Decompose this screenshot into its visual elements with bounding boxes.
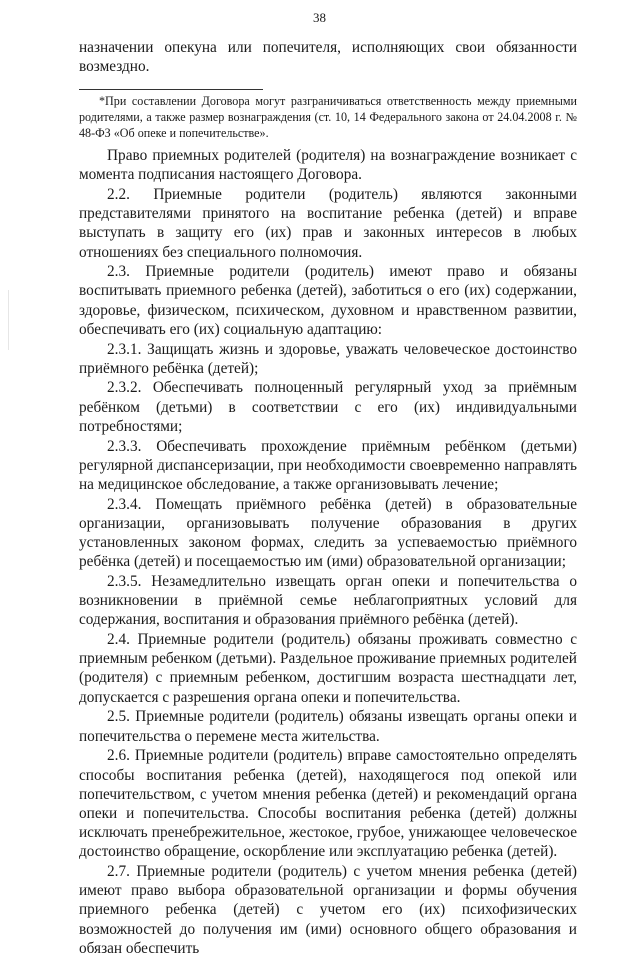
paragraph-remuneration: Право приемных родителей (родителя) на вознаграждение возникает с момента подписания настоящего Договора. — [79, 147, 577, 184]
paragraph-2-2: 2.2. Приемные родители (родитель) являются законными представителями принятого на воспитание ребенка (детей) и вправе выступать в защиту его (их) прав и законных интересов в любых отношениях без специального полномочия. — [79, 185, 577, 261]
body-text-block — [79, 146, 577, 959]
paragraph-2-3-5: 2.3.5. Незамедлительно извещать орган опеки и попечительства о возникновении в приёмной семье неблагоприятных условий для содержания, воспитания и образования приёмного ребёнка (детей). — [79, 572, 577, 629]
paragraph-2-6: 2.6. Приемные родители (родитель) вправе самостоятельно определять способы воспитания ребенка (детей), находящегося под опекой или попечительством, с учетом мнения ребенка (детей) и рекомендаций органа опеки и попечительства. Способы воспитания ребенка (детей) должны исключать пренебрежительное, жестокое, грубое, унижающее человеческое достоинство обращение, оскорбление или эксплуатацию ребенка (детей). — [79, 747, 577, 861]
footnote-divider — [79, 89, 263, 90]
page-number: 38 — [313, 10, 326, 25]
paragraph-2-3: 2.3. Приемные родители (родитель) имеют право и обязаны воспитывать приемного ребенка (детей), заботиться о его (их) содержании, здоровье, физическом, психическом, духовном и нравственном развитии, обеспечивать его (их) социальную адаптацию: — [79, 263, 577, 338]
paragraph-2-4: 2.4. Приемные родители (родитель) обязаны проживать совместно с приемным ребенком (детьми). Раздельное проживание приемных родителей (родителя) с приемным ребенком, достигшим возраста шестнадцати лет, допускается с разрешения органа опеки и попечительства. — [79, 631, 577, 706]
paragraph-2-3-1: 2.3.1. Защищать жизнь и здоровье, уважать человеческое достоинство приёмного ребёнка (детей); — [79, 340, 577, 377]
paragraph-2-3-2: 2.3.2. Обеспечивать полноценный регулярный уход за приёмным ребёнком (детьми) в соответствии с его (их) индивидуальными потребностями; — [79, 379, 577, 435]
paragraph-2-7: 2.7. Приемные родители (родитель) с учетом мнения ребенка (детей) имеют право выбора образовательной организации и формы обучения приемного ребенка (детей) с учетом его (их) психофизических возможностей до получения им (ими) основного общего образования и обязан обеспечить — [79, 863, 577, 957]
scan-artifact — [8, 290, 9, 350]
footnote: *При составлении Договора могут разграничиваться ответственность между приемными родителями, а также размер вознаграждения (ст. 10, 14 Федерального закона от 24.04.2008 г. № 48-ФЗ «Об опеке и попечительстве». — [79, 94, 577, 140]
paragraph-2-3-3: 2.3.3. Обеспечивать прохождение приёмным ребёнком (детьми) регулярной диспансеризации, при необходимости своевременно направлять на медицинское обследование, а также организовывать лечение; — [79, 437, 577, 493]
top-paragraph: назначении опекуна или попечителя, исполняющих свои обязанности возмездно. — [79, 39, 577, 76]
paragraph-2-5: 2.5. Приемные родители (родитель) обязаны извещать органы опеки и попечительства о перемене места жительства. — [79, 708, 577, 745]
paragraph-2-3-4: 2.3.4. Помещать приёмного ребёнка (детей) в образовательные организации, организовывать получение образования в других установленных законом формах, следить за успеваемостью приёмного ребёнка (детей) и посещаемостью им (ими) образовательной организации; — [79, 495, 577, 571]
top-text-block — [79, 38, 577, 77]
